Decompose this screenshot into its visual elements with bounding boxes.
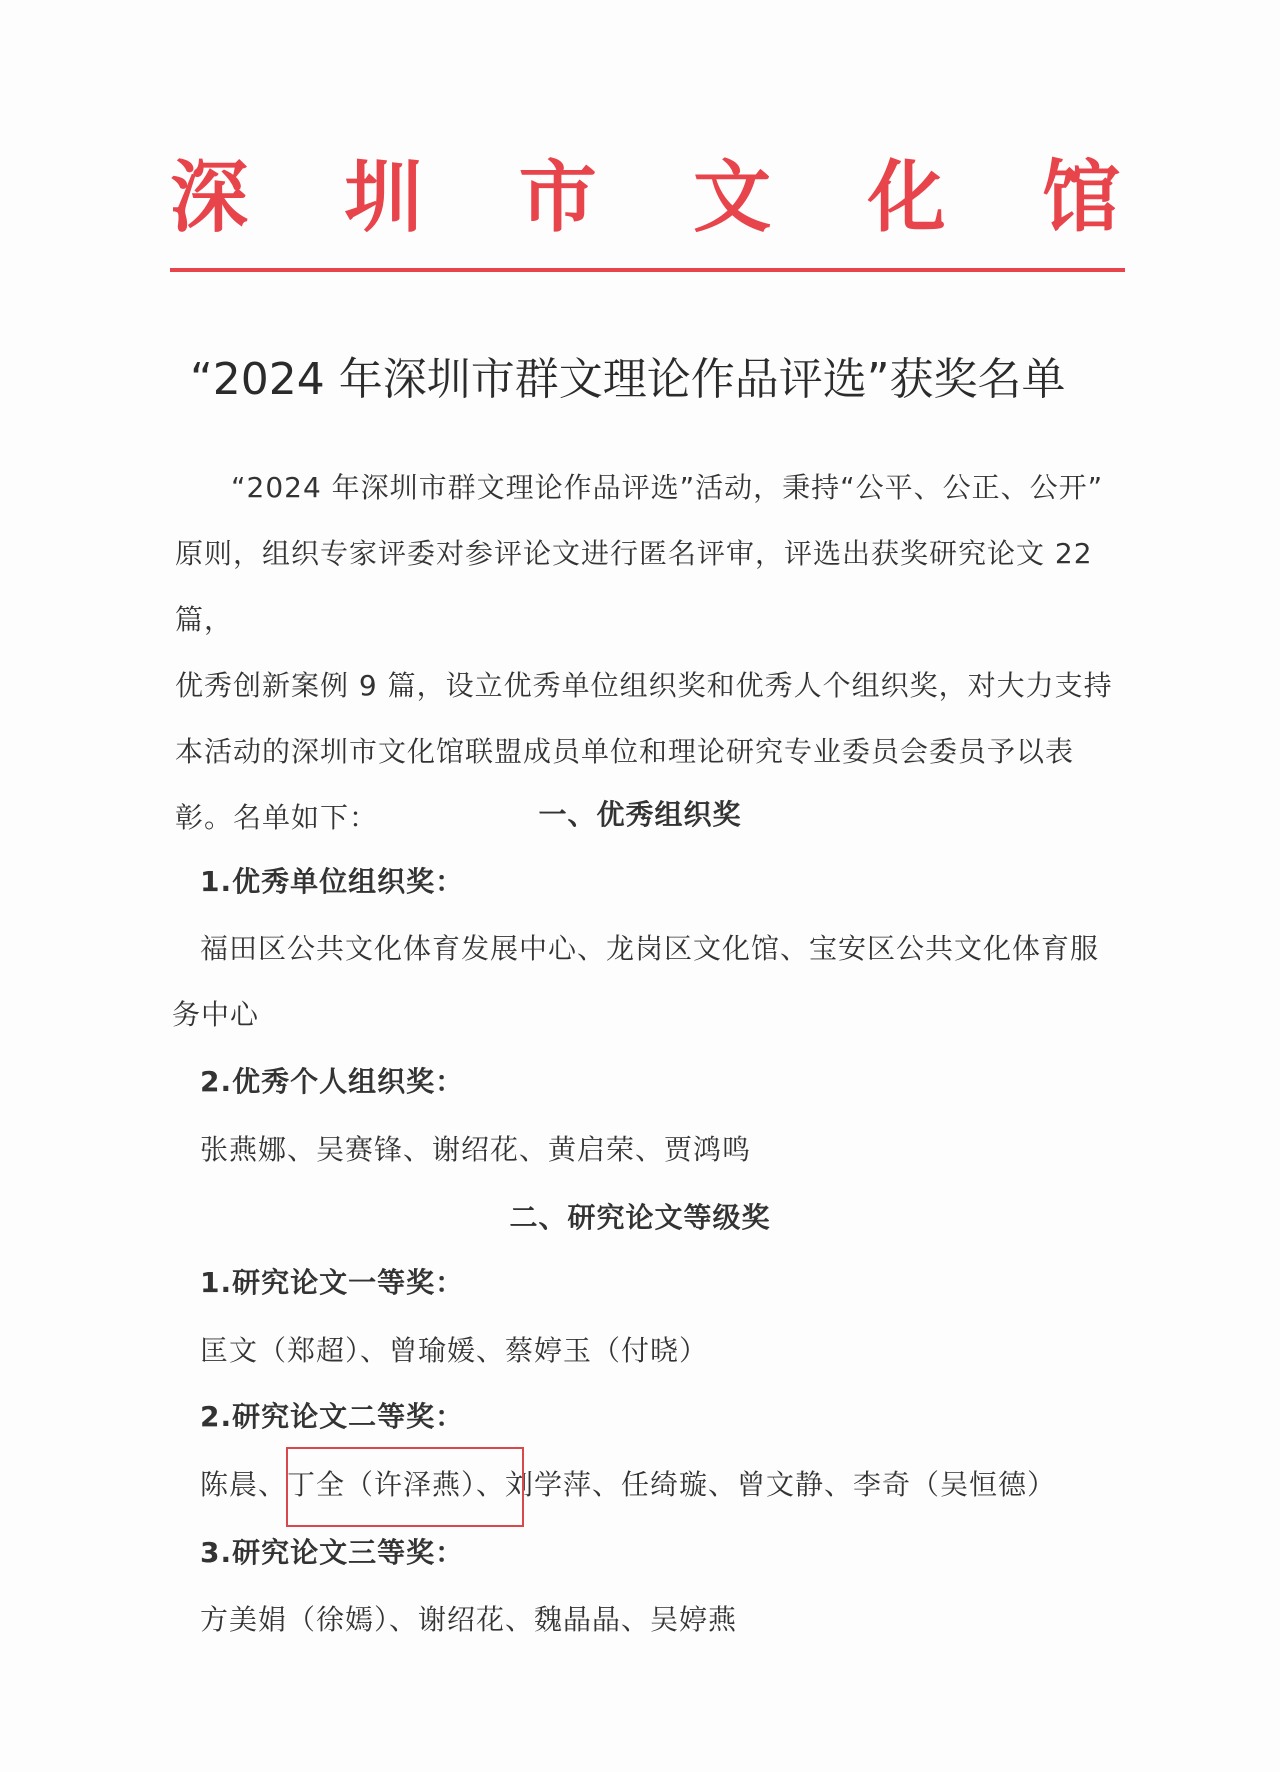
document-title: “2024 年深圳市群文理论作品评选”获奖名单 — [190, 354, 1066, 405]
sub-heading-third-prize: 3.研究论文三等奖： — [200, 1536, 465, 1569]
intro-line: 优秀创新案例 9 篇，设立优秀单位组织奖和优秀人个组织奖，对大力支持 — [175, 669, 1113, 702]
letterhead-char: 圳 — [344, 152, 423, 243]
sub-heading-first-prize: 1.研究论文一等奖： — [200, 1266, 465, 1299]
letterhead-divider — [170, 268, 1125, 272]
letterhead-char: 化 — [867, 152, 946, 243]
intro-paragraph — [175, 455, 1135, 851]
letterhead-org-name — [170, 150, 1120, 246]
names-line: 福田区公共文化体育发展中心、龙岗区文化馆、宝安区公共文化体育服 — [200, 932, 1100, 965]
first-prize-names: 匡文（郑超）、曾瑜媛、蔡婷玉（付晓） — [200, 1334, 709, 1367]
intro-line: 原则，组织专家评委对参评论文进行匿名评审，评选出获奖研究论文 22 篇， — [175, 537, 1093, 636]
intro-line: “2024 年深圳市群文理论作品评选”活动，秉持“公平、公正、公开” — [231, 471, 1104, 504]
individual-award-names: 张燕娜、吴赛锋、谢绍花、黄启荣、贾鸿鸣 — [200, 1133, 752, 1166]
sub-heading-second-prize: 2.研究论文二等奖： — [200, 1400, 465, 1433]
intro-line: 本活动的深圳市文化馆联盟成员单位和理论研究专业委员会委员予以表 — [175, 735, 1075, 768]
letterhead-char: 市 — [518, 152, 597, 243]
unit-award-names — [172, 916, 1132, 1048]
third-prize-names: 方美娟（徐嫣）、谢绍花、魏晶晶、吴婷燕 — [200, 1603, 738, 1636]
section-heading-paper-awards: 二、研究论文等级奖 — [509, 1201, 771, 1234]
second-prize-names: 陈晨、丁全（许泽燕）、刘学萍、任绮璇、曾文静、李奇（吴恒德） — [200, 1468, 1057, 1501]
letterhead-char: 文 — [693, 152, 772, 243]
sub-heading-unit-award: 1.优秀单位组织奖： — [200, 865, 465, 898]
names-line: 务中心 — [172, 998, 260, 1031]
letterhead-char: 馆 — [1041, 152, 1120, 243]
sub-heading-individual-award: 2.优秀个人组织奖： — [200, 1065, 465, 1098]
section-heading-organization-award: 一、优秀组织奖 — [538, 798, 742, 831]
highlight-annotation-box — [286, 1447, 524, 1527]
letterhead-char: 深 — [170, 152, 249, 243]
intro-line: 彰。名单如下： — [175, 801, 379, 834]
